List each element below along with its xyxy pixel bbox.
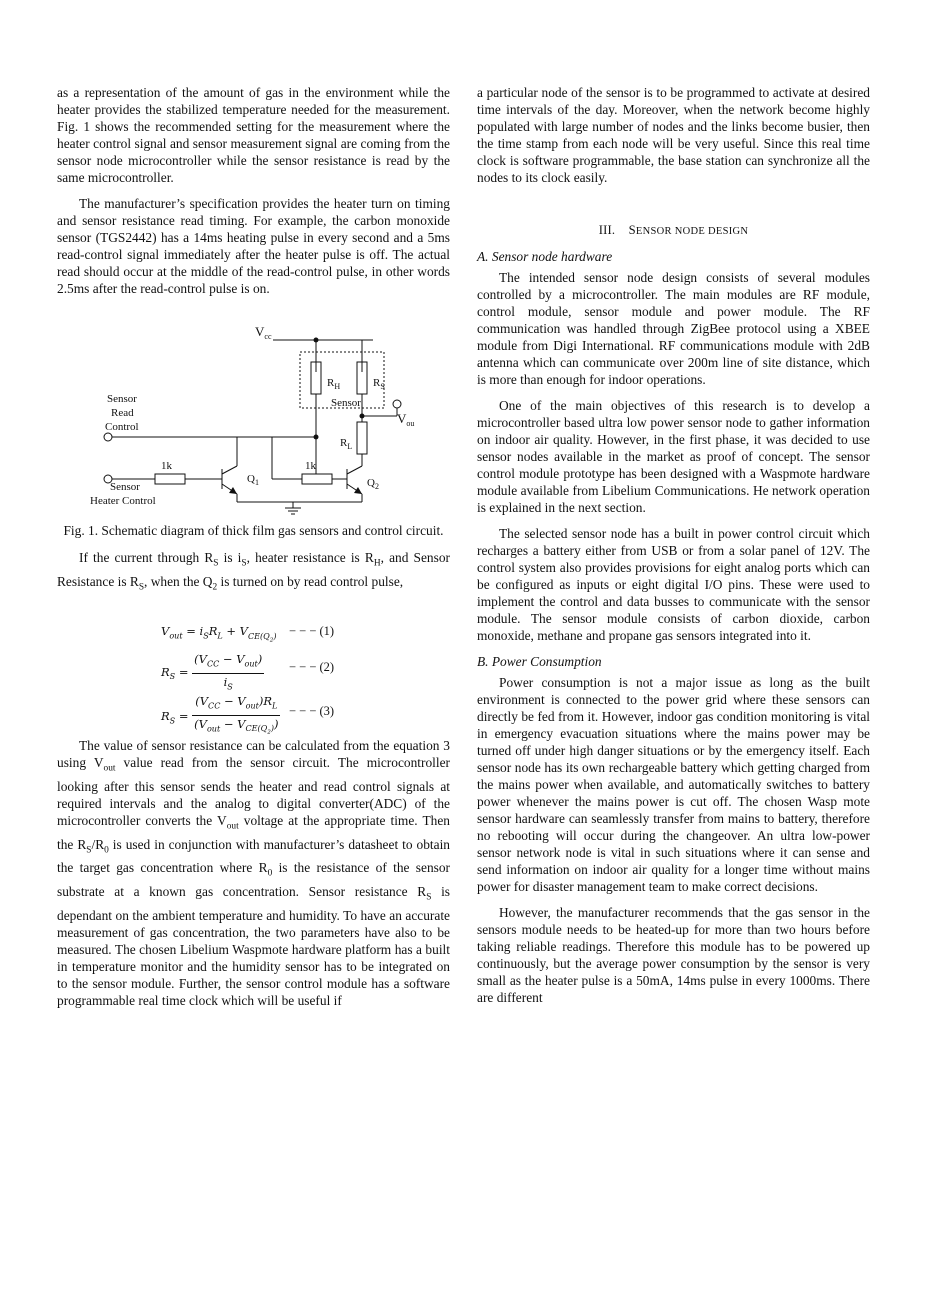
svg-text:Read: Read — [111, 407, 134, 419]
svg-text:Heater Control: Heater Control — [90, 495, 156, 507]
paragraph-sensor-resistance: The value of sensor resistance can be calculated from the equation 3 using $V_{out}$ value read from the sensor circuit. The microcontroller looking after this sensor sends the heater and read control signals at required intervals and the analog to digital converter(ADC) of the microcontroller converts the $V_{out}$ voltage at the appropriate time. Then the $R_S/R_0$ is used in conjunction with manufacturer’s datasheet to obtain the target gas concentration where $R_0$ is the resistance of the sensor substrate at a known gas concentration. Sensor resistance $R_S$ is dependant on the ambient temperature and humidity. To have an accurate measurement of gas concentration, the two parameters have also to be measured. The chosen Libelium Waspmote hardware platform has a built in temperature monitor and the humidity sensor has to be integrated on to the sensor module. Further, the sensor control module has a software programmable real time clock which will be useful if — [57, 738, 451, 1008]
svg-text:RL: $R_L$ — [340, 437, 353, 451]
svg-text:Q1: $Q_1$ — [247, 473, 259, 487]
paragraph-current-definition: If the current through $R_S$ is $i_S$, heater resistance is $R_H$, and Sensor Resistance is $R_S$, when the $Q_2$ is turned on by read control pulse, — [57, 550, 450, 593]
paragraph-selected-node: The selected sensor node has a built in power control circuit which recharges a battery either from USB or from a solar panel of 12V. The control system also provides provisions for eight analog ports which can be configured as inputs or eight digital I/O pins. These were used to implement the control and data busses to communicate with the sensor module. The sensor module consists of carbon dioxide, carbon monoxide, methane and propane gas sensors integrated into it. — [477, 526, 870, 643]
paragraph-rtc-continued: a particular node of the sensor is to be programmed to activate at desired time intervals of the day. Moreover, when the network become highly populated with large number of nodes and the links become busier, then the time stamp from each node will be very useful. Since this real time clock is software programmable, the base station can synchronize all the nodes to its clock easily. — [477, 85, 870, 185]
paragraph-manufacturer-spec: The manufacturer’s specification provides the heater turn on timing and sensor resistance read timing. For example, the carbon monoxide sensor (TGS2442) has a 14ms heating pulse in every second and a 5ms read-control signal immediately after the heater pulse is off. The actual read should occur at the middle of the read-control pulse, in other words 2.5ms after the read-control pulse is on. — [57, 196, 450, 296]
subsection-a-heading: A. Sensor node hardware — [477, 249, 613, 264]
svg-text:Sensor: Sensor — [107, 393, 137, 405]
svg-text:RH: $R_H$ — [327, 377, 341, 391]
svg-text:Control: Control — [105, 421, 139, 433]
right-column — [477, 84, 870, 1015]
paragraph-objectives: One of the main objectives of this research is to develop a microcontroller based ultra low power sensor node to gather information on indoor air quality. However, in the first phase, it was decided to use sensor nodes available in the market as proof of concept. The sensor control module prototype has been designed with a Waspmote hardware module available from Libelium Communications. He network operation is explained in the next section. — [477, 398, 870, 515]
left-column — [57, 84, 450, 1018]
subsection-b-heading: B. Power Consumption — [477, 654, 602, 669]
equation-2: $R_S$ = $\frac{(V_{CC} - V_{out})}{i_S}$ − − − (2) — [161, 652, 335, 691]
svg-text:1k: 1k — [305, 460, 316, 472]
equation-3: $R_S$ = $\frac{(V_{CC} - V_{out})R_L}{(V_{out} - V_{CE(Q_2)})}$ − − − (3) — [161, 694, 335, 736]
figure-1-caption: Fig. 1. Schematic diagram of thick film gas sensors and control circuit. — [63, 523, 444, 538]
equation-1: $V_{out} = i_SR_L + V_{CE(Q_2)}$ − − − (1) — [161, 624, 335, 644]
svg-text:Vou: $V_{ou}$ — [397, 411, 415, 428]
svg-text:Q2: $Q_2$ — [367, 477, 379, 491]
paragraph-heater-power: However, the manufacturer recommends that the gas sensor in the sensors module needs to be heated-up for more than two hours before taking reliable readings. Therefore this module has to be powered up continuously, but the average power consumption by the sensor is very small as the heater pulse is a 50mA, 14ms pulse in every 1000ms. There are different — [477, 905, 870, 1005]
paragraph-power-consumption: Power consumption is not a major issue as long as the built environment is connected to the power grid where these sensors can directly be fed from it. However, indoor gas condition monitoring is vital in emergency evacuation situations where the mains power may be turned off under high danger situations or by the emergency itself. Each sensor node has its own rechargeable battery which getting charged from the mains power when available, and automatically switches to battery power whenever the mains power is cut off. The chosen Wasp mote sensor hardware can seamlessly transfer from mains to battery, therefore no rebooting will occur during the changeover. An ultra low-power sensor network node is vital in such situations where it can sense and send information on indoor air quality for a longer time without mains power for disaster management team to make correct decisions. — [477, 675, 870, 894]
svg-text:1k: 1k — [161, 460, 172, 472]
figure-1-schematic — [57, 306, 450, 516]
paragraph-intro-continued: as a representation of the amount of gas in the environment while the heater provides the stabilized temperature needed for the measurement. Fig. 1 shows the recommended setting for the measurement where the heater control signal and sensor measurement signal are coming from the sensor node microcontroller while the sensor resistance is read by the same microcontroller. — [57, 85, 450, 185]
svg-text:Vcc: $V_{cc}$ — [255, 324, 272, 341]
svg-text:RS: $R_S$ — [373, 377, 385, 391]
section-heading-iii: III. SENSOR NODE DESIGN — [598, 223, 749, 237]
svg-text:Sensor: Sensor — [110, 481, 140, 493]
svg-text:Sensor: Sensor — [331, 397, 361, 409]
schematic-diagram — [57, 306, 450, 516]
paragraph-node-design: The intended sensor node design consists of several modules controlled by a microcontroller. The main modules are RF module, control module, sensor module and power module. The RF communication was handled through ZigBee protocol using a XBEE module from Digi International. RF communications module with 2dB antenna which can communicate over 200m line of site distance, which is more than enough for indoor operations. — [477, 270, 870, 387]
